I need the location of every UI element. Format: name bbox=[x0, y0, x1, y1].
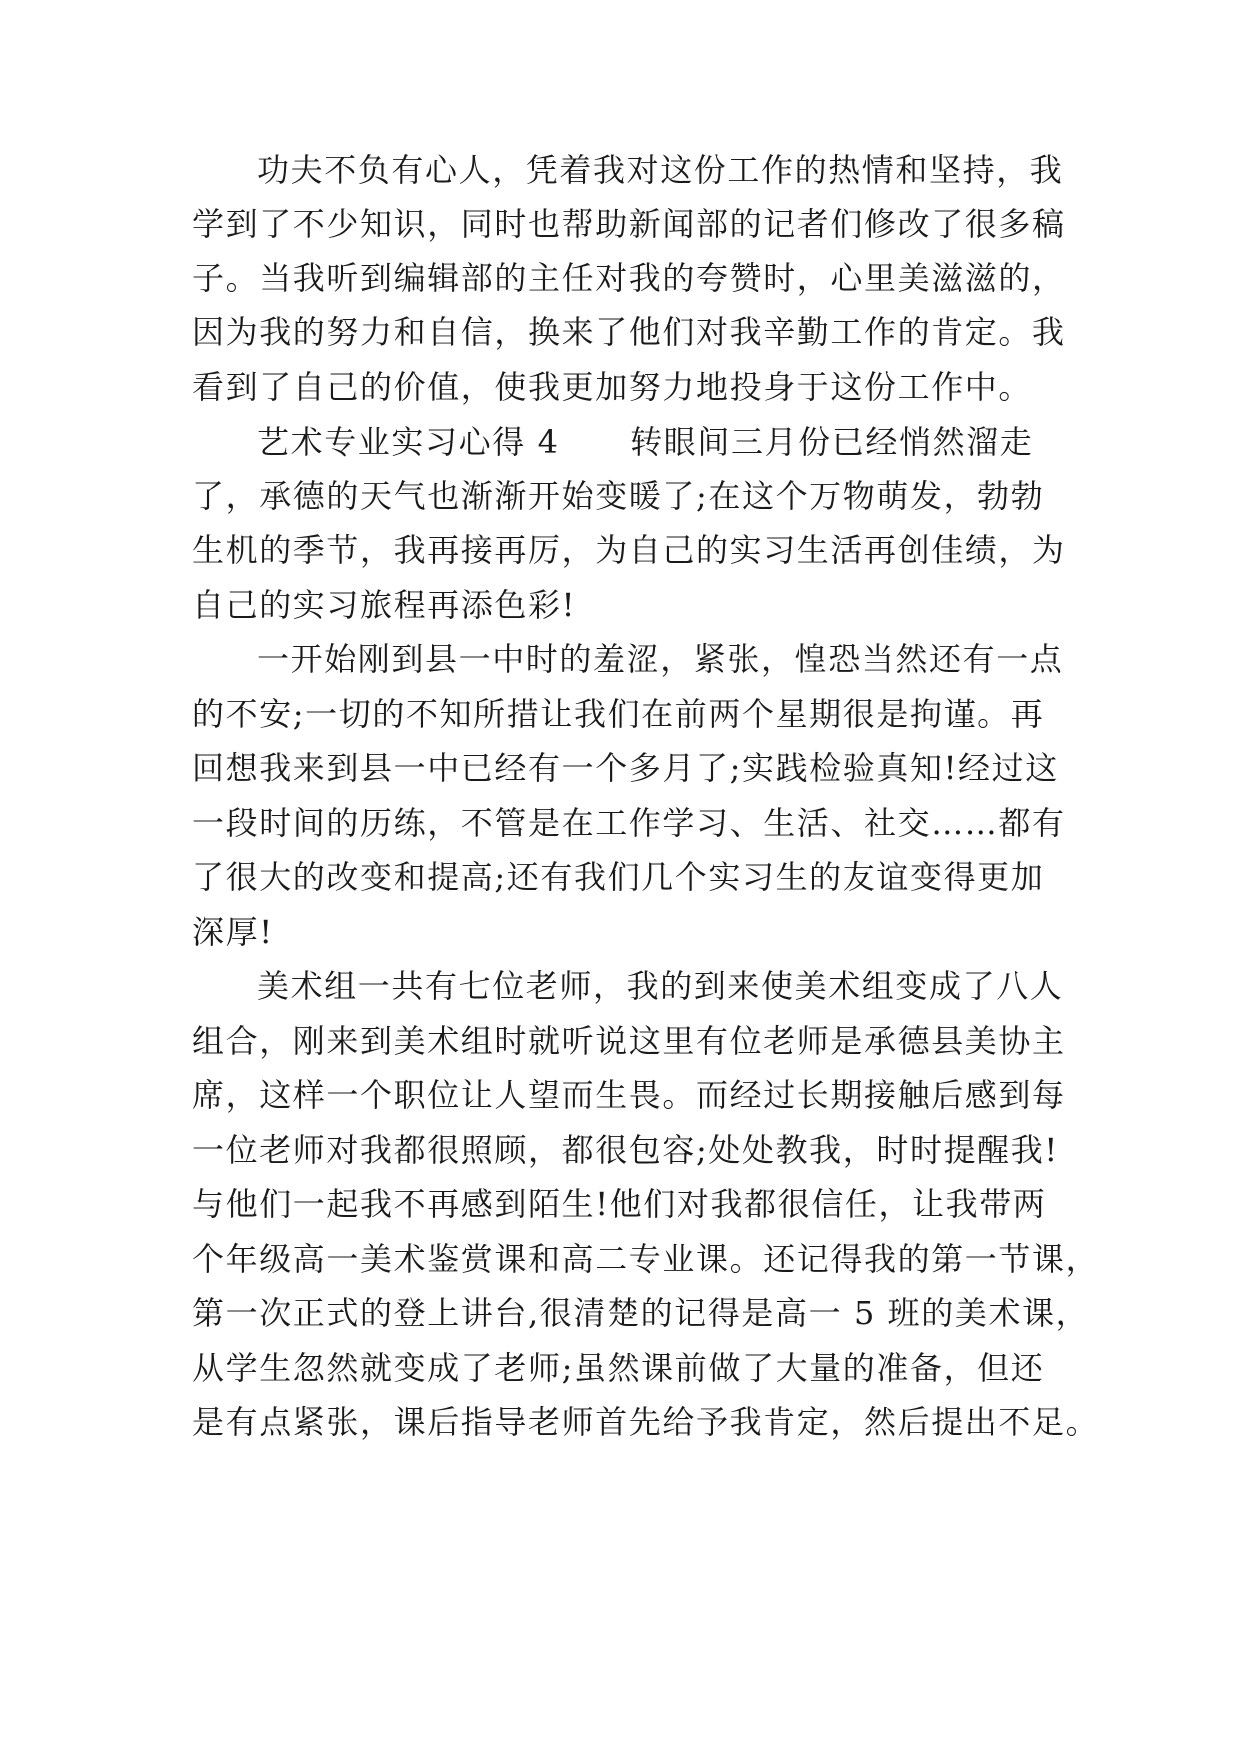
text-line: 子。当我听到编辑部的主任对我的夸赞时，心里美滋滋的， bbox=[192, 259, 1066, 297]
text-line: 一位老师对我都很照顾，都很包容;处处教我，时时提醒我! bbox=[192, 1131, 1059, 1169]
text-line: 了很大的改变和提高;还有我们几个实习生的友谊变得更加 bbox=[192, 858, 1045, 896]
text-line: 了，承德的天气也渐渐开始变暖了;在这个万物萌发，勃勃 bbox=[192, 477, 1045, 515]
text-line: 深厚! bbox=[192, 913, 274, 951]
section-heading-line: 艺术专业实习心得 4 转眼间三月份已经悄然溜走 bbox=[257, 423, 1034, 461]
text-line: 学到了不少知识，同时也帮助新闻部的记者们修改了很多稿 bbox=[192, 205, 1066, 243]
text-line: 与他们一起我不再感到陌生!他们对我都很信任，让我带两 bbox=[192, 1185, 1047, 1223]
text-line: 看到了自己的价值，使我更加努力地投身于这份工作中。 bbox=[192, 368, 1033, 406]
text-line: 的不安;一切的不知所措让我们在前两个星期很是拘谨。再 bbox=[192, 695, 1045, 733]
text-line: 个年级高一美术鉴赏课和高二专业课。还记得我的第一节课， bbox=[192, 1240, 1100, 1278]
text-line: 因为我的努力和自信，换来了他们对我辛勤工作的肯定。我 bbox=[192, 313, 1066, 351]
text-line: 一开始刚到县一中时的羞涩，紧张，惶恐当然还有一点 bbox=[257, 640, 1064, 678]
text-line: 席，这样一个职位让人望而生畏。而经过长期接触后感到每 bbox=[192, 1076, 1066, 1114]
text-line: 美术组一共有七位老师，我的到来使美术组变成了八人 bbox=[257, 967, 1064, 1005]
text-line: 组合，刚来到美术组时就听说这里有位老师是承德县美协主 bbox=[192, 1022, 1066, 1060]
text-line: 是有点紧张，课后指导老师首先给予我肯定，然后提出不足。 bbox=[192, 1403, 1100, 1441]
text-line: 自己的实习旅程再添色彩! bbox=[192, 586, 577, 624]
text-line: 回想我来到县一中已经有一个多月了;实践检验真知!经过这 bbox=[192, 749, 1059, 787]
text-line: 生机的季节，我再接再厉，为自己的实习生活再创佳绩，为 bbox=[192, 531, 1066, 569]
text-line: 第一次正式的登上讲台,很清楚的记得是高一 5 班的美术课， bbox=[192, 1294, 1090, 1332]
text-line: 一段时间的历练，不管是在工作学习、生活、社交……都有 bbox=[192, 804, 1066, 842]
text-line: 功夫不负有心人，凭着我对这份工作的热情和坚持，我 bbox=[257, 151, 1064, 189]
text-line: 从学生忽然就变成了老师;虽然课前做了大量的准备，但还 bbox=[192, 1349, 1045, 1387]
